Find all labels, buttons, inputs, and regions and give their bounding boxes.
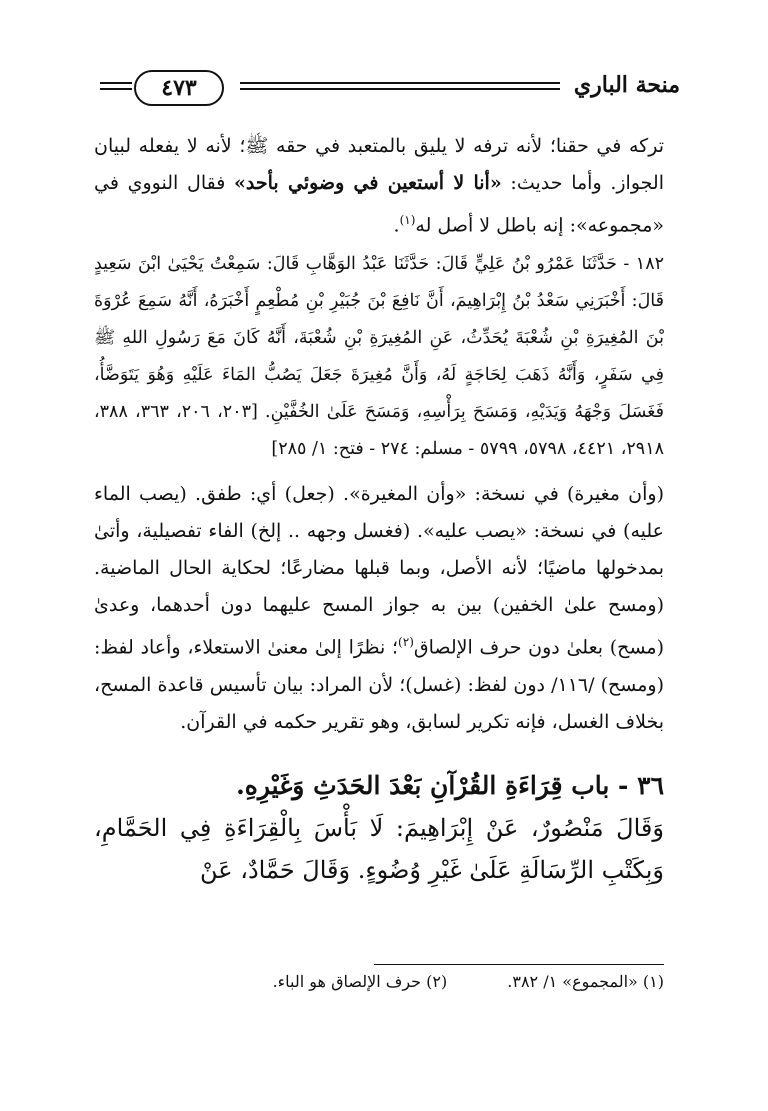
hadith-text: ١٨٢ - حَدَّثَنَا عَمْرُو بْنُ عَلِيٍّ قَالَ: حَدَّثَنَا عَبْدُ الوَهَّابِ قَالَ: سَمِعْتُ يَحْيَىٰ ابْنَ سَعِيدٍ قَالَ: أَخْبَرَنِي سَعْدُ بْنُ إِبْرَاهِيمَ، أَنَّ نَافِعَ بْنَ جُبَيْرِ بْنِ مُطْعِمٍ أَخْبَرَهُ، أَنَّهُ سَمِعَ عُرْوَةَ بْنَ المُغِيرَةِ بْنِ شُعْبَةَ يُحَدِّثُ، عَنِ المُغِيرَةِ بْنِ شُعْبَةَ، أَنَّهُ كَانَ مَعَ رَسُولِ اللهِ ﷺ فِي سَفَرٍ، وَأَنَّهُ ذَهَبَ لِحَاجَةٍ لَهُ، وَأَنَّ مُغِيرَةَ جَعَلَ يَصُبُّ المَاءَ عَلَيْهِ وَهُوَ يَتَوَضَّأُ، فَغَسَلَ وَجْهَهُ وَيَدَيْهِ، وَمَسَحَ بِرَأْسِهِ، وَمَسَحَ عَلَىٰ الخُفَّيْنِ. [٢٠٣، ٢٠٦، ٣٦٣، ٣٨٨، ٢٩١٨، ٤٤٢١، ٥٧٩٨، ٥٧٩٩ - مسلم: ٢٧٤ - فتح: ١/ ٢٨٥] [94,254,664,460]
footnote-1: (١) «المجموع» ١/ ٣٨٢. [507,972,664,991]
header-rule [240,82,560,84]
header-rule [100,82,132,84]
book-title: منحة الباري [573,72,680,98]
commentary-paragraph [94,476,664,740]
text-run: (وأن مغيرة) في نسخة: «وأن المغيرة». (جعل) أي: طفق. (يصب الماء عليه) في نسخة: «يصب عليه». (فغسل وجهه .. إلخ) الفاء تفصيلية، وأتىٰ بمدخولها ماضيًا؛ لأنه الأصل، وبما قبلها مضارعًا؛ لحكاية الحال الماضية. (ومسح علىٰ الخفين) بين به جواز المسح عليهما دون أحدهما، وعدىٰ (مسح) بعلىٰ دون حرف الإلصاق [94,483,664,659]
chapter-quote: وَقَالَ مَنْصُورٌ، عَنْ إِبْرَاهِيمَ: لَا بَأْسَ بِالْقِرَاءَةِ فِي الحَمَّامِ، وَبِكَتْبِ الرِّسَالَةِ عَلَىٰ غَيْرِ وُضُوءٍ. وَقَالَ حَمَّادٌ، عَنْ [94,813,664,884]
footnote-ref: (١) [399,213,416,227]
chapter-heading: ٣٦ - باب قِرَاءَةِ القُرْآنِ بَعْدَ الحَدَثِ وَغَيْرِهِ. [236,770,664,800]
footnotes [104,972,664,991]
text-run: . [393,214,400,237]
header-rule [100,88,132,90]
text-run: فقال النووي في «مجموعه»: إنه باطل لا أصل له [94,172,664,237]
text-run: ؛ نظرًا إلىٰ معنىٰ الاستعلاء، وأعاد لفظ: (ومسح) /١١٦/ دون لفظ: (غسل)؛ لأن المراد: بيان تأسيس قاعدة المسح، بخلاف الغسل، فإنه تكرير لسابق، وهو تقرير حكمه في القرآن. [94,636,664,733]
footnote-2: (٢) حرف الإلصاق هو الباء. [272,972,448,991]
intro-paragraph [94,128,664,244]
page-number: ٤٧٣ [161,75,197,101]
text-run: تركه في حقنا؛ لأنه ترفه لا يليق بالمتعبد في حقه ﷺ؛ لأنه لا يفعله لبيان الجواز. وأما حديث: [94,135,664,194]
page-number-badge [134,70,224,106]
footnote-ref: (٢) [398,635,414,650]
page-header [100,68,680,112]
header-rule [240,88,560,90]
main-text [94,128,664,891]
footnote-divider [374,964,664,965]
quoted-hadith: «أنا لا أستعين في وضوئي بأحد» [234,172,502,194]
